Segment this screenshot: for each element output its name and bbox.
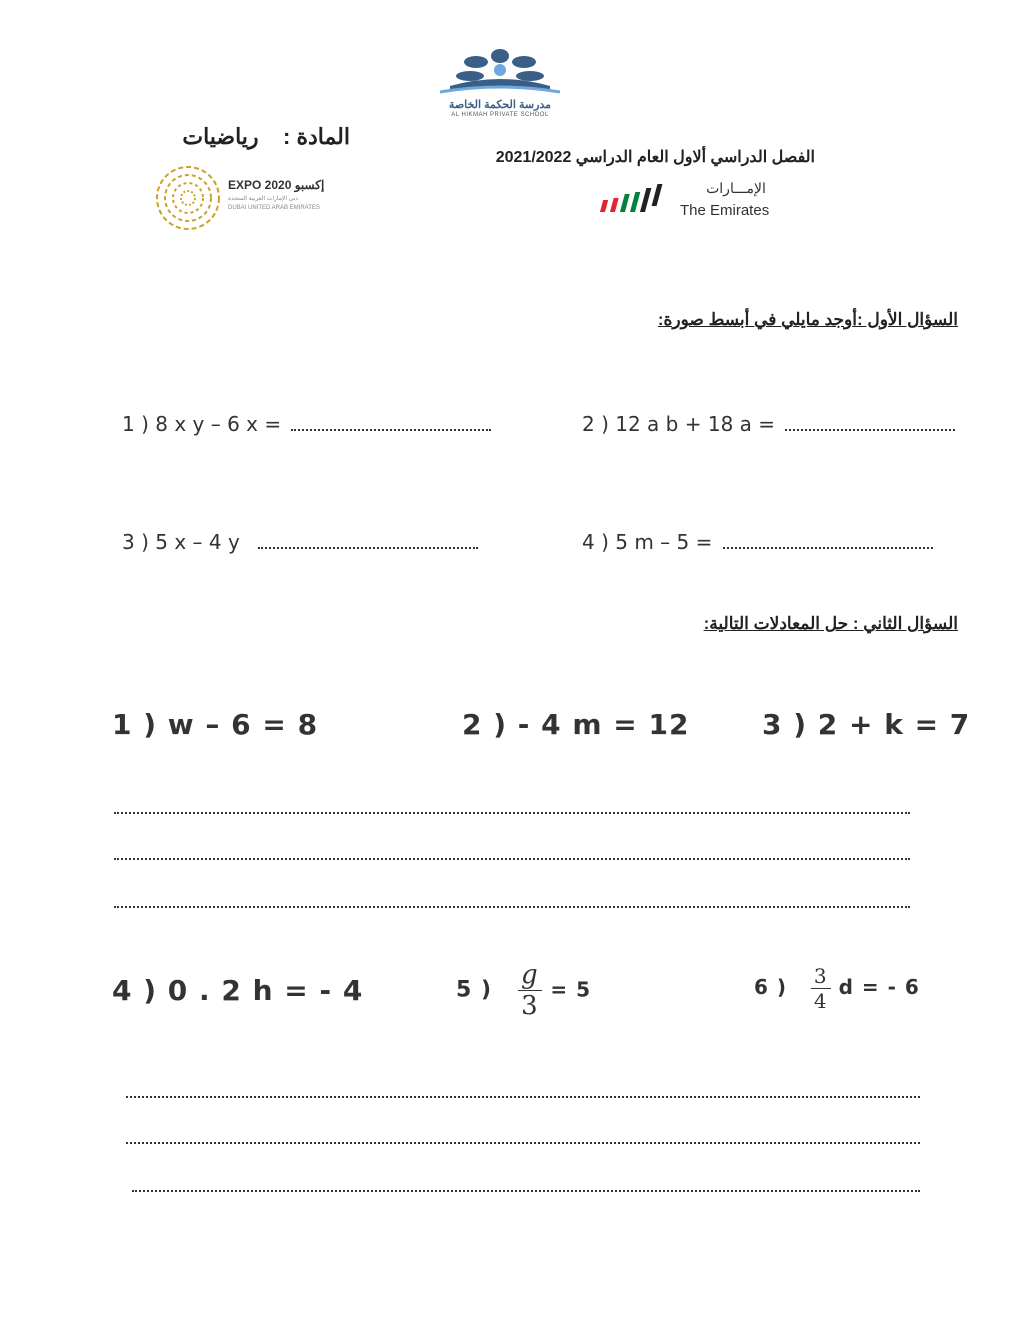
equation-1 bbox=[112, 708, 318, 741]
item-expression: 12 a b + 18 a = bbox=[615, 412, 776, 436]
emirates-name-arabic: الإمـــارات bbox=[706, 180, 766, 196]
question-1-item-4 bbox=[582, 530, 933, 554]
question-2-title: السؤال الثاني : حل المعادلات التالية: bbox=[703, 614, 958, 633]
question-1-item-2 bbox=[582, 412, 955, 436]
equation-3 bbox=[762, 708, 970, 741]
item-expression: 8 x y – 6 x = bbox=[155, 412, 282, 436]
semester-heading: الفصل الدراسي ألاول العام الدراسي 2021/2022 bbox=[495, 149, 815, 166]
item-number: 3 ) bbox=[122, 530, 149, 554]
answer-line[interactable] bbox=[114, 812, 910, 814]
fraction-numerator: 3 bbox=[811, 964, 831, 989]
item-expression: 5 x – 4 y bbox=[155, 530, 240, 554]
fraction bbox=[811, 964, 831, 1013]
question-1-item-1 bbox=[122, 412, 491, 436]
equation-text: 0 . 2 h = - 4 bbox=[167, 974, 364, 1007]
equation-number: 5 ) bbox=[456, 977, 493, 1003]
equation-4 bbox=[112, 974, 363, 1007]
school-name-english: AL HIKMAH PRIVATE SCHOOL bbox=[451, 112, 549, 118]
question-1-title: السؤال الأول :أوجد مايلي في أبسط صورة: bbox=[657, 310, 958, 329]
equation-text: - 4 m = 12 bbox=[517, 708, 690, 741]
expo-2020-emblem-icon bbox=[152, 162, 224, 234]
answer-blank[interactable] bbox=[291, 421, 491, 431]
equation-number: 1 ) bbox=[112, 708, 158, 741]
equation-6 bbox=[754, 964, 920, 1013]
fraction-numerator: g bbox=[518, 960, 542, 991]
subject-value: رياضيات bbox=[182, 124, 259, 149]
question-1-item-3 bbox=[122, 530, 478, 554]
equation-number: 6 ) bbox=[754, 975, 788, 999]
school-name-arabic: مدرسة الحكمة الخاصة bbox=[448, 99, 552, 111]
item-number: 4 ) bbox=[582, 530, 609, 554]
fraction-denominator: 3 bbox=[521, 991, 539, 1021]
item-expression: 5 m – 5 = bbox=[615, 530, 713, 554]
answer-line[interactable] bbox=[132, 1190, 920, 1192]
expo-text-block bbox=[228, 178, 346, 211]
item-number: 1 ) bbox=[122, 412, 149, 436]
answer-line[interactable] bbox=[114, 858, 910, 860]
subject-line bbox=[150, 124, 350, 150]
equation-2 bbox=[462, 708, 689, 741]
answer-line[interactable] bbox=[114, 906, 910, 908]
emirates-name-english: The Emirates bbox=[680, 202, 770, 219]
equation-rest: d = - 6 bbox=[838, 975, 920, 999]
equation-number: 3 ) bbox=[762, 708, 808, 741]
item-number: 2 ) bbox=[582, 412, 609, 436]
equation-number: 4 ) bbox=[112, 974, 158, 1007]
answer-line[interactable] bbox=[126, 1142, 920, 1144]
equation-5 bbox=[456, 960, 591, 1021]
subject-label: المادة : bbox=[283, 124, 350, 149]
emirates-flag-icon bbox=[596, 182, 676, 218]
fraction bbox=[518, 960, 542, 1021]
answer-blank[interactable] bbox=[258, 539, 478, 549]
answer-blank[interactable] bbox=[723, 539, 933, 549]
answer-blank[interactable] bbox=[785, 421, 955, 431]
equation-rest: = 5 bbox=[550, 977, 591, 1002]
expo-subtitle-arabic: دبي الإمارات العربية المتحدة bbox=[228, 196, 299, 202]
equation-text: 2 + k = 7 bbox=[817, 708, 971, 741]
expo-title: EXPO 2020 إكسبو bbox=[228, 178, 325, 192]
fraction-denominator: 4 bbox=[813, 989, 828, 1013]
expo-subtitle-english: DUBAI UNITED ARAB EMIRATES bbox=[228, 205, 320, 211]
equation-number: 2 ) bbox=[462, 708, 508, 741]
equation-text: w – 6 = 8 bbox=[167, 708, 319, 741]
answer-line[interactable] bbox=[126, 1096, 920, 1098]
